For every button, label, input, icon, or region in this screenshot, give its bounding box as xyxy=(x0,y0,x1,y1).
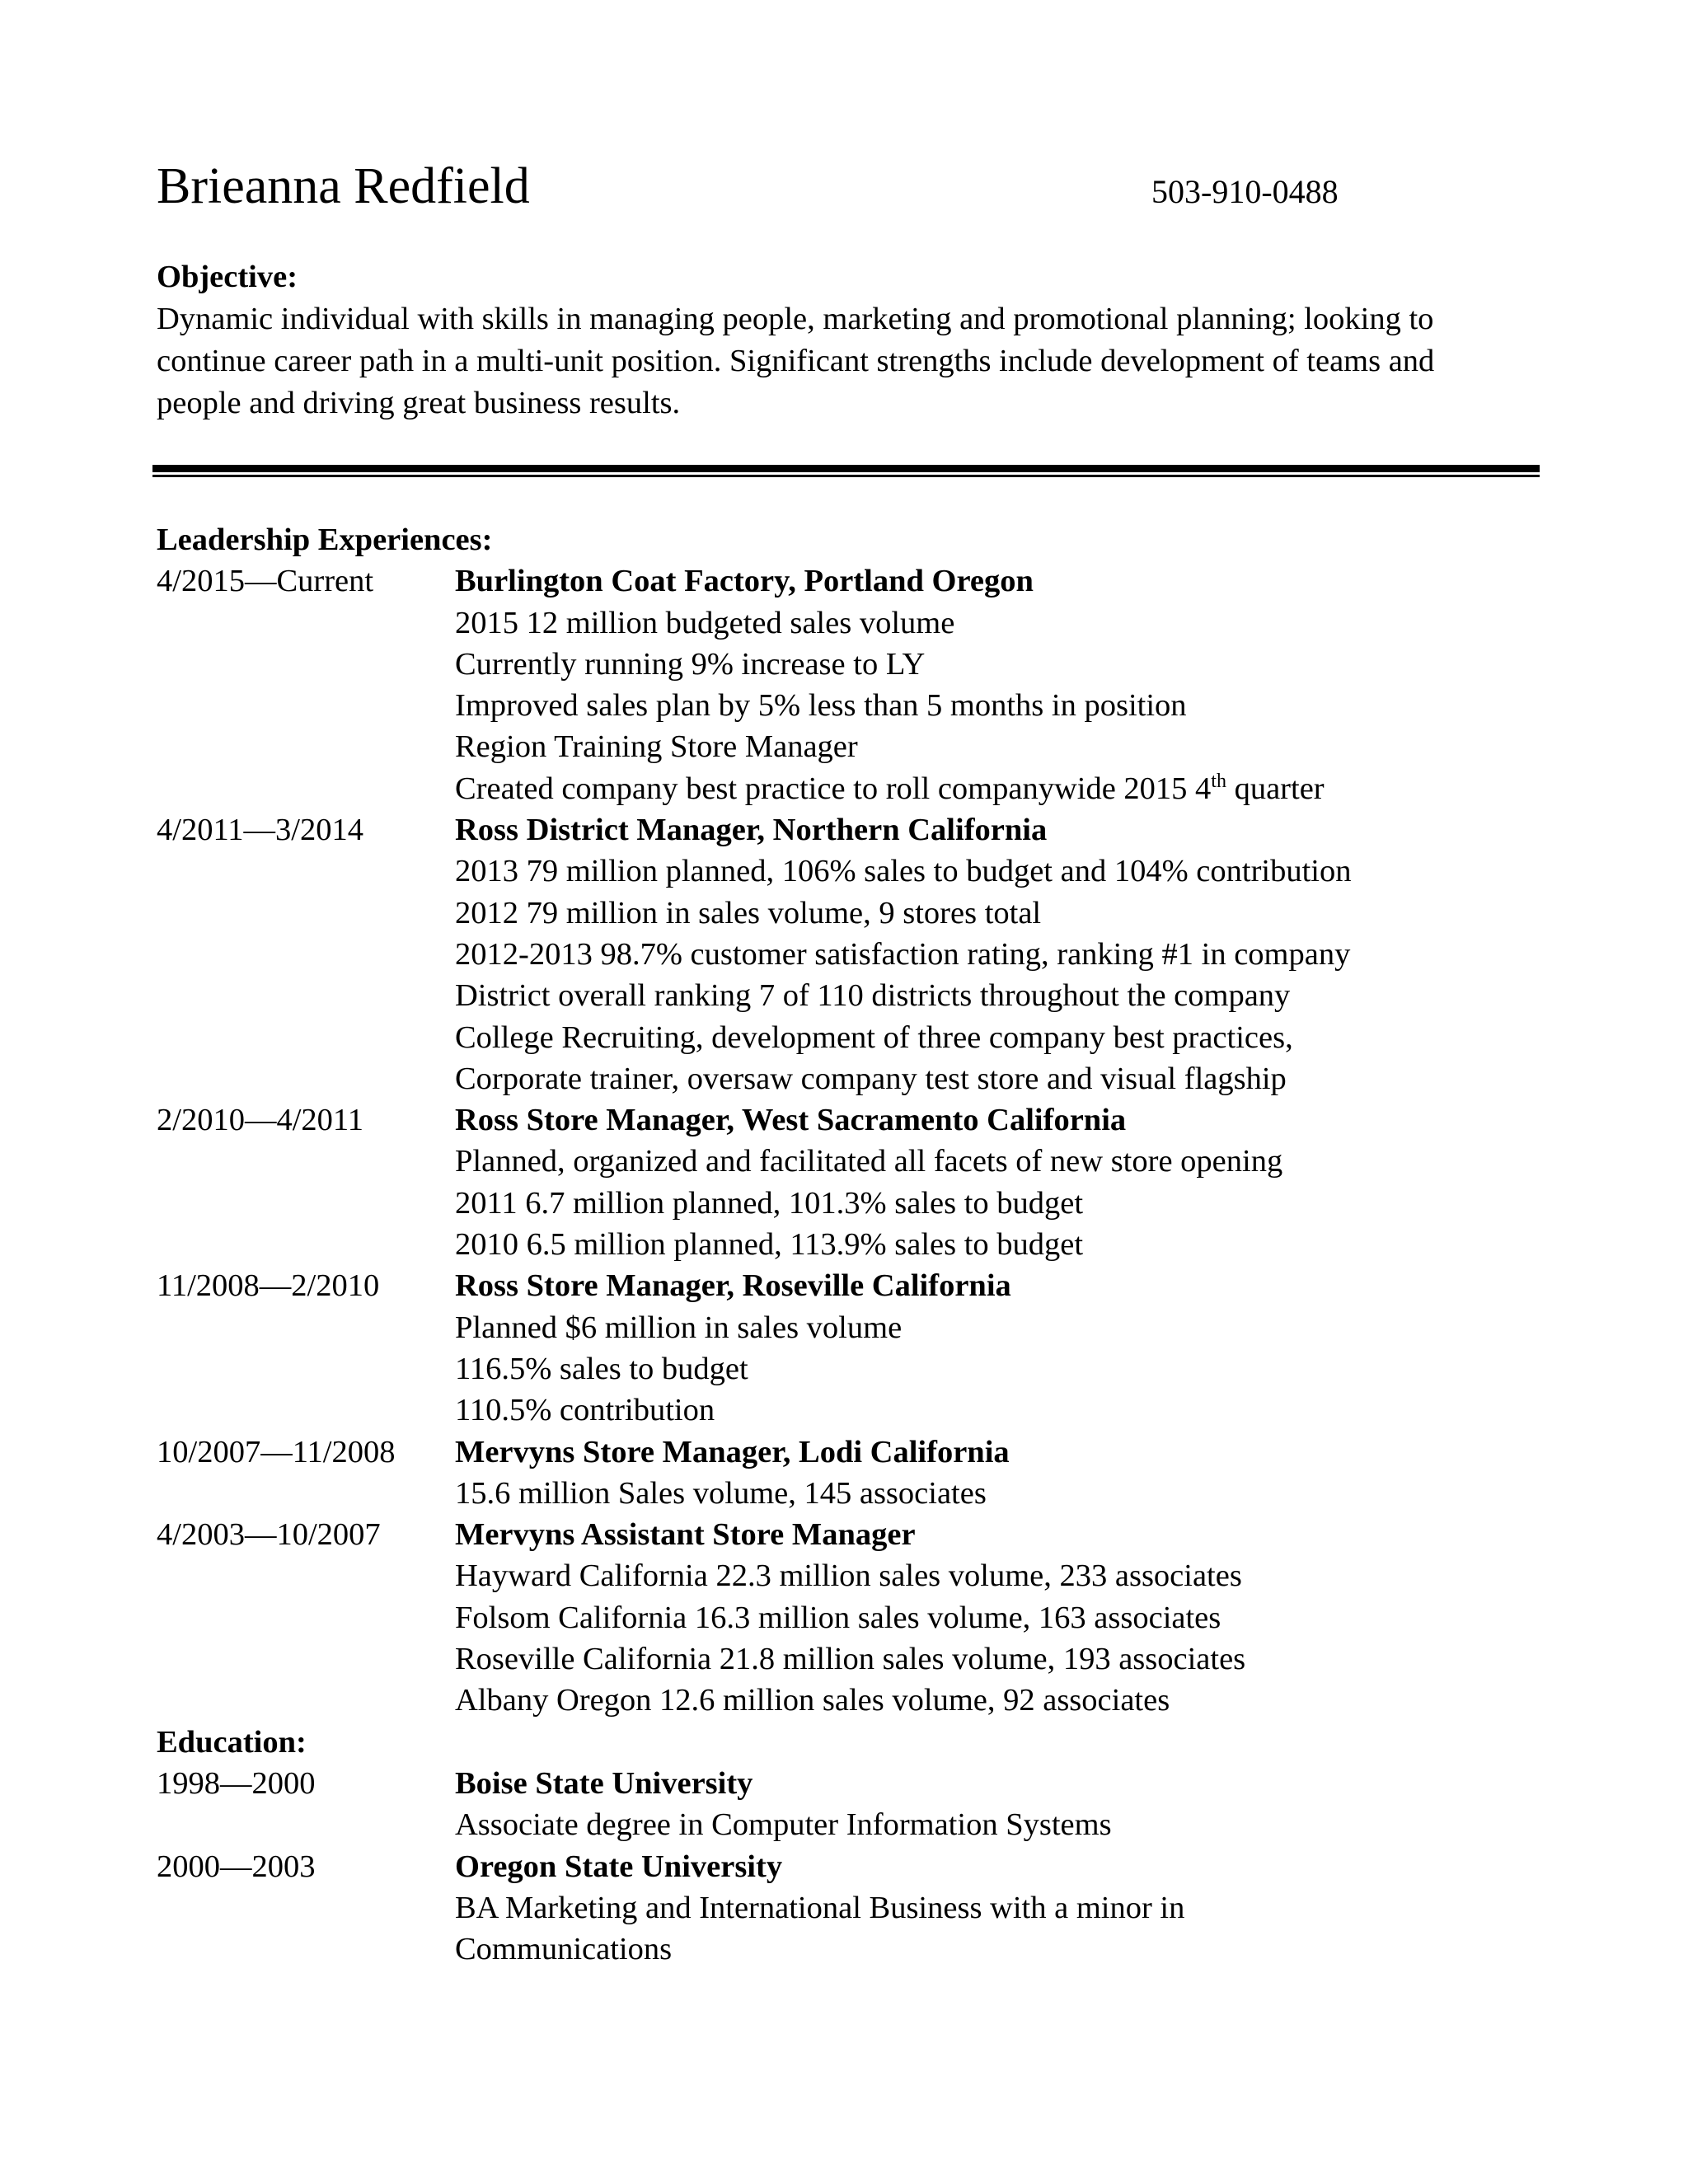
objective-line: Dynamic individual with skills in managing people, marketing and promotional planning; looking to xyxy=(157,302,1434,336)
job-detail: 2015 12 million budgeted sales volume xyxy=(455,605,955,640)
job-detail: Corporate trainer, oversaw company test store and visual flagship xyxy=(455,1061,1287,1096)
objective-heading: Objective: xyxy=(157,260,298,294)
job-detail: Planned, organized and facilitated all facets of new store opening xyxy=(455,1144,1283,1179)
school-name: Boise State University xyxy=(455,1765,753,1801)
objective-line: people and driving great business results. xyxy=(157,386,681,420)
job-dates: 4/2003—10/2007 xyxy=(157,1517,381,1553)
job-detail: District overall ranking 7 of 110 districts throughout the company xyxy=(455,978,1291,1014)
job-detail: 2013 79 million planned, 106% sales to budget and 104% contribution xyxy=(455,854,1352,889)
phone-number: 503-910-0488 xyxy=(1151,173,1339,210)
job-title: Burlington Coat Factory, Portland Oregon xyxy=(455,564,1034,599)
job-detail: 2012-2013 98.7% customer satisfaction rating, ranking #1 in company xyxy=(455,936,1351,972)
job-detail-text: Created company best practice to roll companywide 2015 4 xyxy=(455,771,1212,806)
job-detail xyxy=(455,768,1325,809)
job-detail: Folsom California 16.3 million sales volume, 163 associates xyxy=(455,1600,1221,1635)
job-dates: 4/2015—Current xyxy=(157,564,374,599)
job-title: Ross Store Manager, Roseville California xyxy=(455,1268,1011,1304)
applicant-name: Brieanna Redfield xyxy=(157,158,530,214)
job-dates: 10/2007—11/2008 xyxy=(157,1434,396,1469)
education-entry-boise-state xyxy=(157,1763,1599,1804)
job-dates: 4/2011—3/2014 xyxy=(157,813,363,848)
job-detail: Planned $6 million in sales volume xyxy=(455,1310,903,1345)
job-detail: Region Training Store Manager xyxy=(455,729,858,765)
job-title: Mervyns Assistant Store Manager xyxy=(455,1517,916,1553)
resume-body xyxy=(157,519,1599,1970)
job-dates: 11/2008—2/2010 xyxy=(157,1268,380,1304)
job-entry-ross-west-sacramento xyxy=(157,1099,1599,1141)
job-detail: 2012 79 million in sales volume, 9 stores total xyxy=(455,895,1042,930)
degree-detail: Communications xyxy=(455,1932,673,1967)
objective-section xyxy=(157,256,1558,424)
job-title: Ross Store Manager, West Sacramento California xyxy=(455,1103,1127,1138)
education-heading: Education: xyxy=(157,1724,307,1760)
job-detail: Albany Oregon 12.6 million sales volume, 92 associates xyxy=(455,1683,1170,1718)
section-divider xyxy=(152,465,1540,472)
job-entry-burlington xyxy=(157,560,1599,602)
job-entry-mervyns-assistant xyxy=(157,1514,1599,1555)
ordinal-suffix: th xyxy=(1211,770,1226,792)
education-entry-oregon-state xyxy=(157,1846,1599,1887)
education-dates: 2000—2003 xyxy=(157,1849,316,1884)
job-entry-ross-district xyxy=(157,809,1599,851)
job-detail: 116.5% sales to budget xyxy=(455,1351,748,1386)
job-detail: Roseville California 21.8 million sales volume, 193 associates xyxy=(455,1642,1246,1677)
degree-detail: Associate degree in Computer Information Systems xyxy=(455,1807,1112,1843)
job-detail: Currently running 9% increase to LY xyxy=(455,646,926,682)
job-entry-mervyns-lodi xyxy=(157,1432,1599,1473)
job-detail: 110.5% contribution xyxy=(455,1393,715,1428)
job-title: Mervyns Store Manager, Lodi California xyxy=(455,1434,1010,1469)
job-title: Ross District Manager, Northern California xyxy=(455,813,1048,848)
section-divider-thin xyxy=(152,475,1540,477)
education-dates: 1998—2000 xyxy=(157,1765,316,1801)
job-entry-ross-roseville xyxy=(157,1265,1599,1306)
objective-line: continue career path in a multi-unit position. Significant strengths include development of teams and xyxy=(157,344,1435,378)
job-detail: Improved sales plan by 5% less than 5 months in position xyxy=(455,688,1187,724)
experience-heading: Leadership Experiences: xyxy=(157,523,493,557)
degree-detail: BA Marketing and International Business with a minor in xyxy=(455,1890,1185,1925)
job-detail: 2011 6.7 million planned, 101.3% sales to budget xyxy=(455,1185,1084,1221)
school-name: Oregon State University xyxy=(455,1849,783,1884)
job-detail: College Recruiting, development of three company best practices, xyxy=(455,1019,1293,1055)
job-detail-text: quarter xyxy=(1226,771,1325,806)
job-detail: 2010 6.5 million planned, 113.9% sales to budget xyxy=(455,1227,1084,1263)
job-detail: Hayward California 22.3 million sales volume, 233 associates xyxy=(455,1558,1242,1594)
job-dates: 2/2010—4/2011 xyxy=(157,1103,363,1138)
job-detail: 15.6 million Sales volume, 145 associates xyxy=(455,1475,987,1511)
